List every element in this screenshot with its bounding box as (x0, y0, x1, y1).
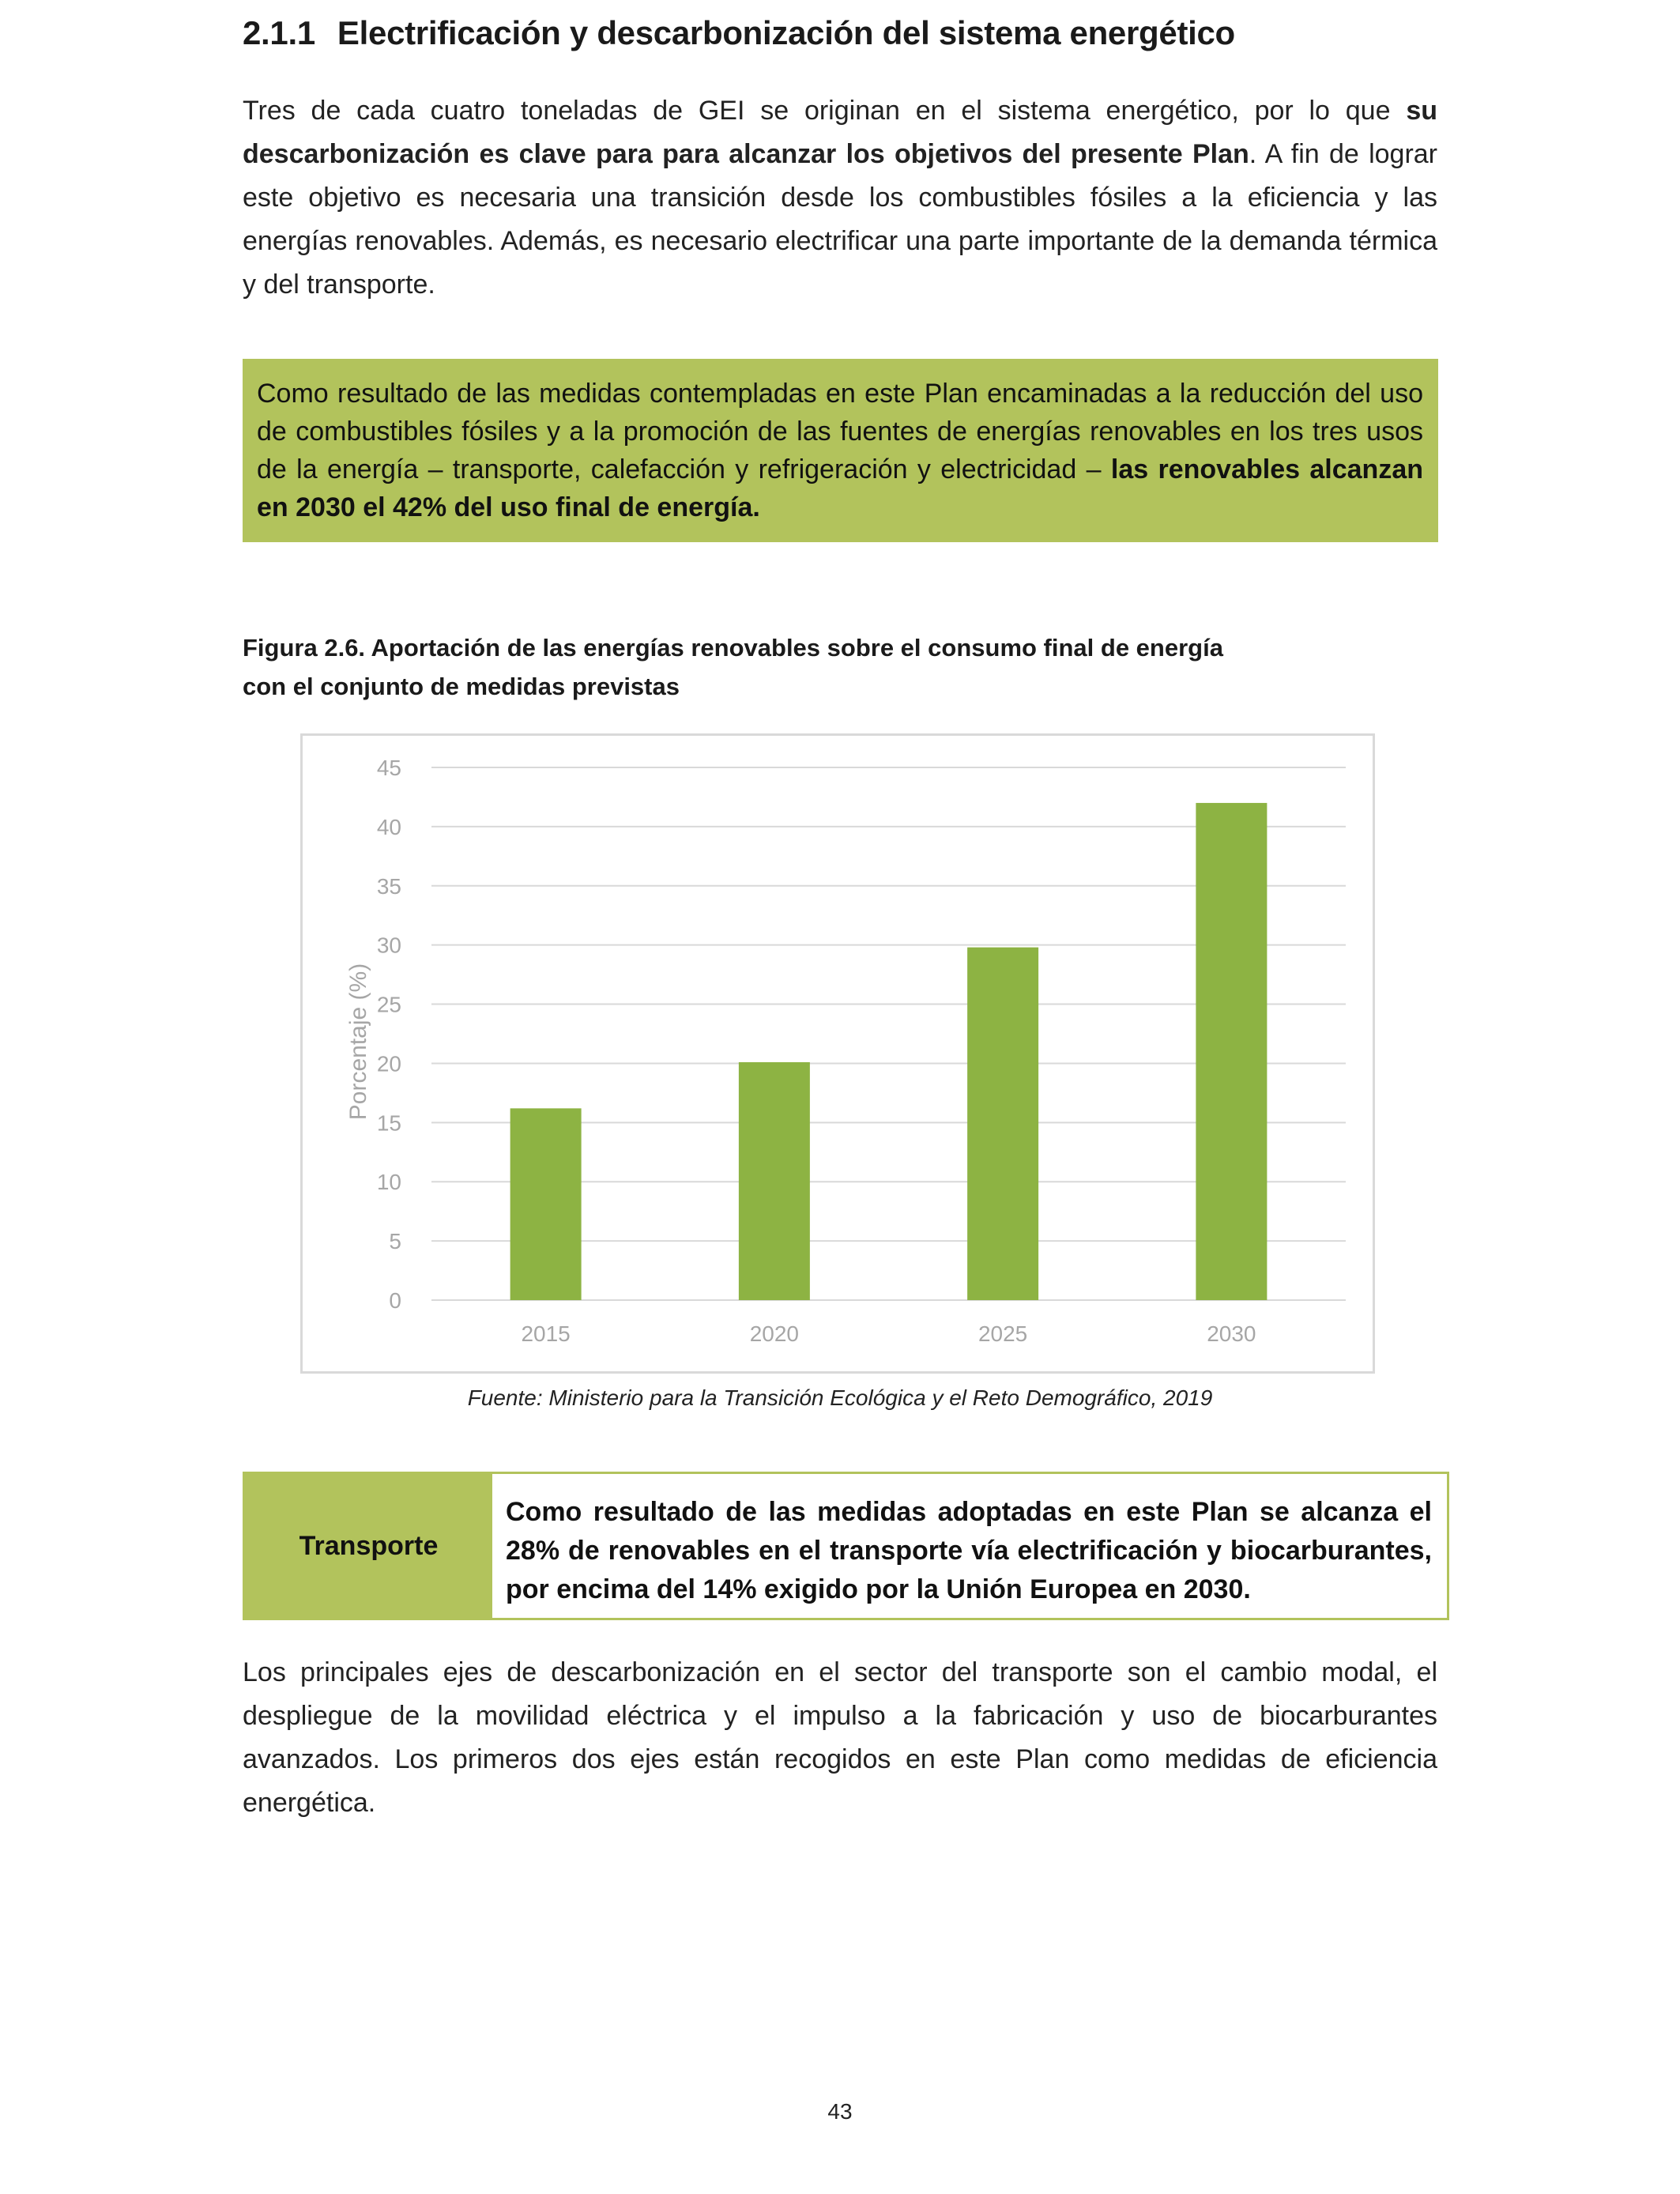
figure-title-line-2: con el conjunto de medidas previstas (243, 673, 680, 700)
y-tick-label-35: 35 (376, 873, 401, 899)
highlight-box (243, 359, 1438, 542)
bar-2030 (1196, 803, 1267, 1300)
bar-2020 (739, 1062, 810, 1300)
x-tick-label-2020: 2020 (749, 1321, 800, 1346)
figure-title-line-1: Figura 2.6. Aportación de las energías renovables sobre el consumo final de energía (243, 634, 1223, 662)
section-title: Electrificación y descarbonización del sistema energético (337, 14, 1235, 51)
intro-text-start: Tres de cada cuatro toneladas de GEI se originan en el sistema energético, por lo que (243, 96, 1407, 126)
y-tick-label-10: 10 (376, 1170, 401, 1195)
intro-paragraph (243, 89, 1437, 307)
transport-text: Como resultado de las medidas adoptadas en este Plan se alcanza el 28% de renovables en el transporte vía electrificación y biocarburantes, por encima del 14% exigido por la Unión Europea en 2030. (506, 1497, 1432, 1604)
y-tick-label-25: 25 (376, 992, 401, 1017)
y-tick-label-40: 40 (376, 814, 401, 839)
y-tick-label-0: 0 (389, 1288, 401, 1313)
x-tick-label-2030: 2030 (1207, 1321, 1256, 1346)
y-axis-label: Porcentaje (%) (345, 963, 371, 1121)
transport-label-cell (245, 1474, 492, 1618)
highlight-text-bold: las renovables alcanzan en 2030 el 42% del uso final de energía. (257, 454, 1423, 522)
intro-text-end: . A fin de lograr este objetivo es necesaria una transición desde los combustibles fósiles a la eficiencia y las energías renovables. Además, es necesario electrificar una parte importante de la demanda térmica y del transporte. (243, 139, 1438, 300)
figure-title (243, 628, 1270, 706)
chart-frame (300, 733, 1375, 1374)
y-tick-label-5: 5 (389, 1229, 401, 1254)
bar-chart (303, 736, 1373, 1371)
intro-text-bold: su descarbonización es clave para para alcanzar los objetivos del presente Plan (243, 96, 1437, 169)
section-number: 2.1.1 (243, 14, 315, 51)
bar-2015 (510, 1108, 582, 1300)
transport-label: Transporte (299, 1530, 439, 1561)
highlight-text (257, 375, 1423, 526)
transport-paragraph: Los principales ejes de descarbonización en el sector del transporte son el cambio modal, el despliegue de la movilidad eléctrica y el impulso a la fabricación y uso de biocarburantes avanzados. Los primeros dos ejes están recogidos en este Plan como medidas de eficiencia energética. (243, 1657, 1437, 1818)
y-tick-label-45: 45 (376, 756, 401, 780)
figure-source: Fuente: Ministerio para la Transición Ecológica y el Reto Demográfico, 2019 (467, 1385, 1213, 1410)
y-tick-label-30: 30 (376, 933, 401, 958)
page-number: 43 (827, 2099, 853, 2124)
x-tick-label-2025: 2025 (977, 1321, 1028, 1346)
transport-table (243, 1472, 1449, 1620)
y-tick-label-20: 20 (376, 1051, 401, 1076)
bar-2025 (967, 948, 1038, 1300)
highlight-text-regular: Como resultado de las medidas contempladas en este Plan encaminadas a la reducción del uso de combustibles fósiles y a la promoción de las fuentes de energías renovables en los tres usos de la energía – transporte, calefacción y refrigeración y electricidad – (257, 379, 1423, 484)
section-heading (243, 14, 1507, 52)
y-tick-label-15: 15 (376, 1110, 401, 1136)
x-tick-label-2015: 2015 (521, 1321, 571, 1346)
